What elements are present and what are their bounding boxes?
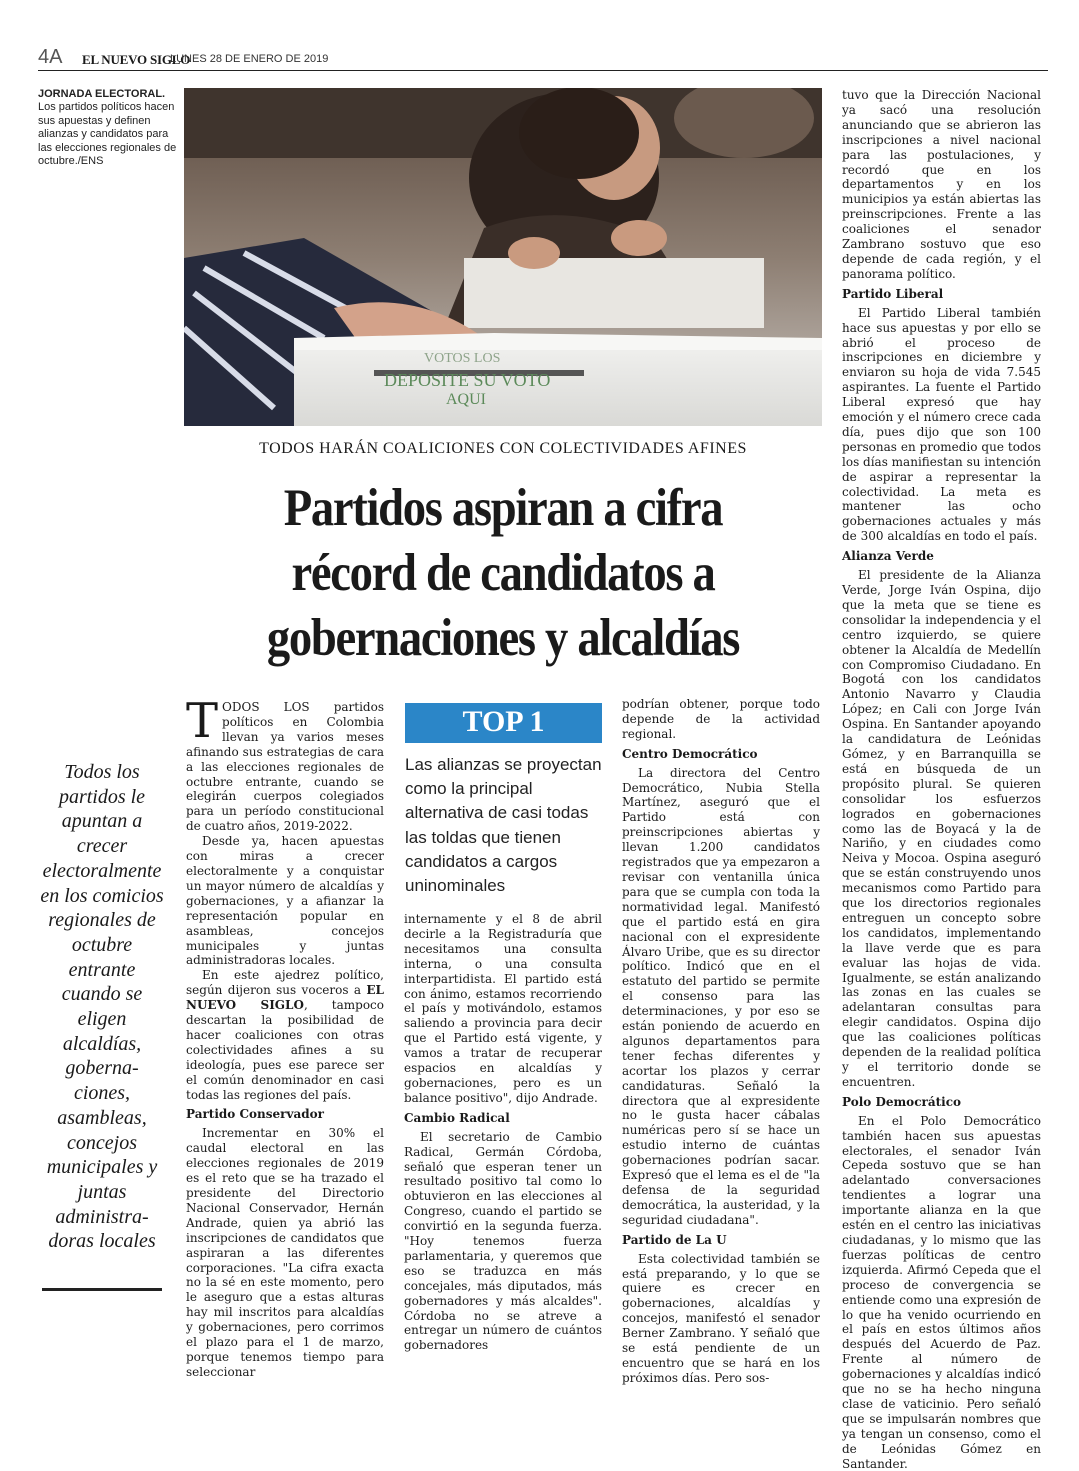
subhead-cambio-radical: Cambio Radical bbox=[404, 1110, 510, 1125]
issue-date: LUNES 28 DE ENERO DE 2019 bbox=[170, 53, 329, 65]
column-3-paragraph-2: La directora del Centro Democrático, Nubia Stella Martínez, aseguró que el Partido está con preinscripciones abiertas y llevan 1.200 candidatos registrados que ya empezaron a revisar con ventanilla única para que se cumpla con toda la normatividad legal. Manifestó que el partido está en gira nacional con el expresidente Álvaro Uribe, que es su director político. Indicó que en el estatuto del partido se permite el consenso para las determinaciones, y por eso se están poniendo de acuerdo en algunos departamentos para tener fechas diferentes y acortar los plazos y cerrar candidaturas. Señaló la directora que al expresidente no le gusta hacer cábalas numéricas pero sí se hace un estudio interno de cuántas gobernaciones podrían sacar. Expresó que el lema es el de "la defensa de la seguridad democrática, la austeridad, y la seguridad ciudadana". bbox=[622, 765, 820, 1227]
page-number: 4A bbox=[38, 46, 63, 68]
column-1-paragraph-1: TODOS LOS partidos políticos en Colombia llevan ya varios meses afinando sus estrategias de cara a las elecciones regionales de octubre entrante, cuando se elegirán cuerpos colegiados para un período constitucional de cuatro años, 2019-2022. bbox=[186, 693, 384, 834]
article-column-1 bbox=[186, 693, 384, 1380]
article-column-2 bbox=[404, 912, 602, 1353]
top1-text: Las alianzas se proyectan como la principal alternativa de casi todas las toldas que tienen candidatos a cargos uninominales bbox=[405, 755, 602, 896]
column-4-paragraph-1: tuvo que la Dirección Nacional ya sacó una resolución anunciando que se abrieron las inscripciones a nivel nacional para las postulaciones, y recordó que en los departamentos y en los municipios ya están abiertas las preinscripciones. Frente a las coaliciones el senador Zambrano sostuvo que eso depende de cada región, y el panorama político. bbox=[842, 88, 1041, 281]
column-1-paragraph-3: En este ajedrez político, según dijeron sus voceros a EL NUEVO SIGLO, tampoco descartan la posibilidad de hacer coaliciones con otras colectividades afines a su ideología, pues ese parece ser el común denominador en casi todas las regiones del país. bbox=[186, 968, 384, 1102]
newspaper-name: EL NUEVO SIGLO bbox=[82, 52, 191, 67]
photo-caption-title: JORNADA ELECTORAL. bbox=[38, 88, 166, 100]
photo-caption bbox=[38, 88, 178, 168]
article-headline bbox=[222, 476, 783, 671]
subhead-polo-democratico: Polo Democrático bbox=[842, 1094, 962, 1109]
column-3-paragraph-3: Esta colectividad también se está preparando, y lo que se quiere es crecer en gobernaciones, alcaldías y concejos, manifestó el senador Berner Zambrano. Y señaló que se está pendiente de un encuentro que se hará en los próximos días. Pero sos- bbox=[622, 1251, 820, 1385]
article-column-4 bbox=[842, 88, 1041, 1471]
subhead-centro-democratico: Centro Democrático bbox=[622, 746, 758, 761]
column-2-paragraph-1: internamente y el 8 de abril decirle a la Registraduría que necesitamos una consulta interna, o una consulta interpartidista. El partido está con ánimo, estamos recorriendo el país y motivándolo, estamos saliendo a provincia para decir que el Partido está vigente, y vamos a tratar de recuperar espacios en alcaldías y gobernaciones, pero es un balance positivo", dijo Andrade. bbox=[404, 912, 602, 1105]
drop-cap: T bbox=[186, 693, 219, 749]
newspaper-mention: EL NUEVO SIGLO bbox=[186, 983, 384, 1013]
column-3-paragraph-1: podrían obtener, porque todo depende de la actividad regional. bbox=[622, 697, 820, 741]
page-header bbox=[38, 48, 1048, 71]
pull-quote-rule bbox=[42, 1288, 162, 1291]
ballot-box-text-3: AQUI bbox=[446, 391, 486, 408]
column-4-paragraph-2: El Partido Liberal también hace sus apuestas y por ello se abrió el proceso de inscripciones en diciembre y enviaron su hoja de vida 7.545 aspirantes. La fuente el Partido Liberal expresó que hay emoción y el número crece cada día, pues dijo que son 100 personas en promedio que todos los días manifiestan su intención de aspirar a representar la colectividad. La meta es mantener las ocho gobernaciones actuales y más de 300 alcaldías en todo el país. bbox=[842, 305, 1041, 544]
ballot-box-photo-illustration bbox=[184, 88, 822, 426]
top1-label: TOP 1 bbox=[462, 705, 545, 738]
column-1-paragraph-4: Incrementar en 30% el caudal electoral en las elecciones regionales de 2019 es el reto que se ha trazado el presidente del Directorio Nacional Conservador, Hernán Andrade, quien ya abrió las inscripciones de candidatos que aspiraran a las diferentes corporaciones. "La cifra exacta no la sé en este momento, pero le aseguro que a estas alturas hay mil inscritos para alcaldías y gobernaciones, pero corrimos el plazo para el 1 de marzo, porque tenemos tiempo para seleccionar bbox=[186, 1126, 384, 1379]
article-column-3 bbox=[622, 697, 820, 1386]
article-kicker: TODOS HARÁN COALICIONES CON COLECTIVIDADES AFINES bbox=[259, 440, 747, 457]
column-4-paragraph-4: En el Polo Democrático también hacen sus apuestas electorales, el senador Iván Cepeda sostuvo que se han adelantado conversaciones tendientes a lograr una importante alianza en la que estén en el centro las iniciativas ciudadanas, y lo mismo que las fuerzas políticas de centro izquierda. Afirmó Cepeda que el proceso de convergencia se entiende como una expresión de lo que ha venido ocurriendo en el país en estos últimos años después del Acuerdo de Paz. Frente al número de gobernaciones y alcaldías indicó que no se ha hecho ninguna clase de vaticinio. Pero señaló que se impulsarán nombres que ya tengan un consenso, como el de Leónidas Gómez en Santander. bbox=[842, 1113, 1041, 1471]
photo-caption-text: Los partidos políticos hacen sus apuestas y definen alianzas y candidatos para las elecciones regionales de octubre./ENS bbox=[38, 101, 177, 168]
headline-line-1: Partidos aspiran a cifra bbox=[283, 479, 723, 537]
subhead-conservador: Partido Conservador bbox=[186, 1107, 324, 1122]
pull-quote: Todos los partidos le apuntan a crecer electoralmente en los comicios regionales de octubre entrante cuando se eligen alcaldías, goberna-ciones, asambleas, concejos municipales y juntas administra-doras locales bbox=[40, 761, 164, 1253]
article-photo bbox=[184, 88, 822, 426]
column-1-paragraph-2: Desde ya, hacen apuestas con miras a crecer electoralmente y a conquistar un mayor número de alcaldías y gobernaciones, y a afianzar la representación popular en asambleas, concejos municipales y juntas administradoras locales. bbox=[186, 834, 384, 968]
column-2-paragraph-2: El secretario de Cambio Radical, Germán Córdoba, señaló que esperan tener un resultado positivo tal como lo obtuvieron en las elecciones al Congreso, cuando el partido se convirtió en la segunda fuerza. "Hoy tenemos fuerza parlamentaria, y queremos que eso se traduzca en más concejales, más diputados, más gobernadores y más alcaldes". Córdoba no se atreve a entregar un número de cuántos gobernadores bbox=[404, 1129, 602, 1353]
subhead-partido-de-la-u: Partido de La U bbox=[622, 1232, 727, 1247]
headline-line-3: gobernaciones y alcaldías bbox=[266, 609, 740, 667]
subhead-alianza-verde: Alianza Verde bbox=[842, 549, 934, 564]
column-4-paragraph-3: El presidente de la Alianza Verde, Jorge Iván Ospina, dijo que la meta que se tiene es consolidar la independencia y el centro izquierdo, se quiere obtener la Alcaldía de Medellín con Compromiso Ciudadano. En Bogotá con los candidatos Antonio Navarro y Claudia López; en Cali con Jorge Iván Ospina. En Santander apoyando la candidatura de Leónidas Gómez, y en Barranquilla se está en búsqueda de un propósito plural. Se quieren consolidar los esfuerzos logrados en gobernaciones como las de Boyacá y la de Nariño, y en ciudades como Neiva y Mocoa. Ospina aseguró que se están construyendo unos mecanismos como Partido para que los directorios regionales entreguen un concepto sobre los candidatos, implementando la llave verde que es para evaluar las hojas de vida. Igualmente, se están analizando las zonas en las cuales se adelantaran consultas para elegir candidatos. Ospina dijo que las coaliciones políticas dependen de la realidad política y el territorio donde se encuentren. bbox=[842, 568, 1041, 1089]
ballot-box-text-1: VOTOS LOS bbox=[424, 351, 501, 366]
headline-line-2: récord de candidatos a bbox=[291, 544, 715, 602]
subhead-partido-liberal: Partido Liberal bbox=[842, 286, 944, 301]
ballot-box-text-2: DEPOSITE SU VOTO bbox=[384, 370, 551, 390]
